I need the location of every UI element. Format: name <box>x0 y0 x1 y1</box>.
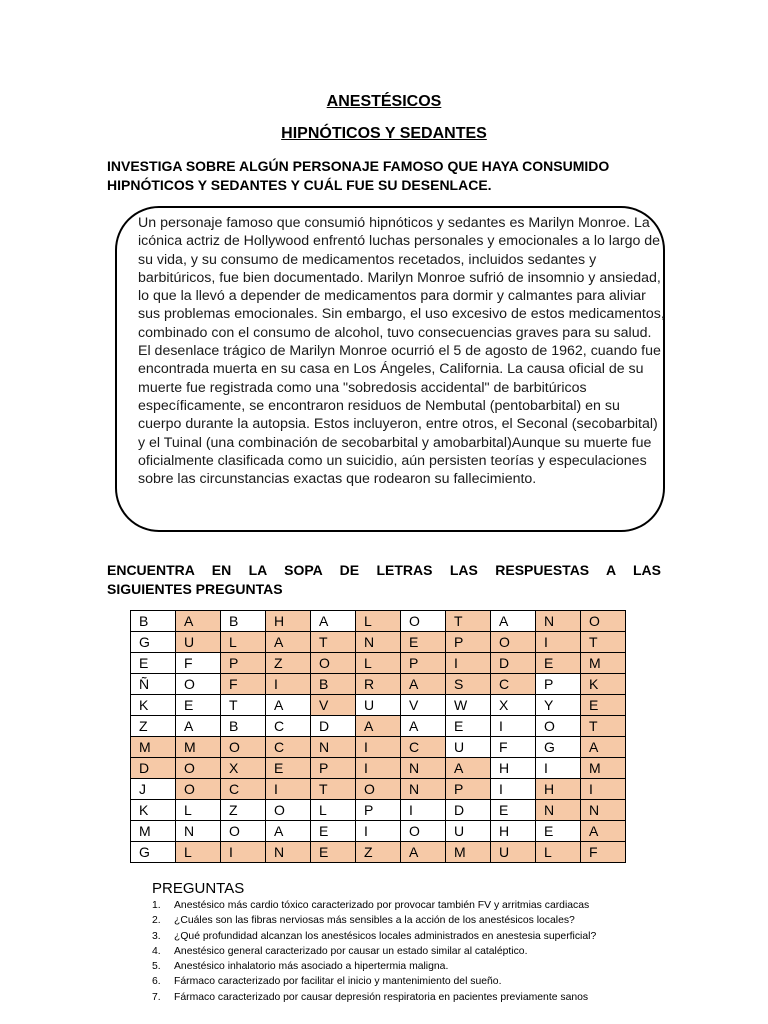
grid-cell: N <box>266 842 311 863</box>
grid-cell: C <box>221 779 266 800</box>
grid-cell: D <box>311 716 356 737</box>
question-item <box>152 898 712 913</box>
grid-cell: U <box>356 695 401 716</box>
grid-cell: M <box>176 737 221 758</box>
question-text: Fármaco caracterizado por facilitar el inicio y mantenimiento del sueño. <box>174 976 502 988</box>
grid-cell: I <box>401 800 446 821</box>
grid-cell: C <box>266 737 311 758</box>
grid-cell: T <box>446 611 491 632</box>
question-number: 1. <box>152 900 161 911</box>
grid-cell: D <box>446 800 491 821</box>
grid-cell: H <box>266 611 311 632</box>
grid-cell: A <box>401 842 446 863</box>
grid-cell: K <box>581 674 626 695</box>
grid-cell: I <box>266 674 311 695</box>
grid-cell: T <box>311 779 356 800</box>
grid-row <box>131 716 626 737</box>
grid-cell: G <box>131 632 176 653</box>
question-text: Fármaco caracterizado por causar depresión respiratoria en pacientes previamente sanos <box>174 991 589 1003</box>
grid-cell: A <box>311 611 356 632</box>
grid-cell: E <box>491 800 536 821</box>
grid-row <box>131 800 626 821</box>
grid-cell: E <box>176 695 221 716</box>
question-text: Anestésico más cardio tóxico caracterizado por provocar también FV y arritmias cardiacas <box>174 900 590 911</box>
grid-cell: U <box>176 632 221 653</box>
grid-cell: E <box>536 653 581 674</box>
grid-cell: P <box>446 779 491 800</box>
question-number: 2. <box>152 915 161 927</box>
grid-cell: I <box>536 758 581 779</box>
grid-cell: M <box>131 737 176 758</box>
grid-cell: J <box>131 779 176 800</box>
page-subtitle: HIPNÓTICOS Y SEDANTES <box>281 125 487 142</box>
grid-cell: U <box>446 737 491 758</box>
grid-cell: N <box>536 611 581 632</box>
grid-cell: K <box>131 800 176 821</box>
grid-cell: T <box>581 632 626 653</box>
grid-cell: M <box>446 842 491 863</box>
question-number: 5. <box>152 961 161 973</box>
grid-cell: O <box>176 758 221 779</box>
grid-row <box>131 674 626 695</box>
grid-row <box>131 779 626 800</box>
question-item <box>152 990 712 1005</box>
grid-cell: T <box>581 716 626 737</box>
questions-title: PREGUNTAS <box>152 880 245 897</box>
grid-cell: T <box>311 632 356 653</box>
grid-cell: O <box>221 737 266 758</box>
grid-cell: E <box>401 632 446 653</box>
grid-cell: A <box>176 611 221 632</box>
grid-row <box>131 842 626 863</box>
grid-cell: L <box>536 842 581 863</box>
grid-cell: E <box>446 716 491 737</box>
grid-cell: N <box>401 779 446 800</box>
question-number: 6. <box>152 976 161 988</box>
grid-row <box>131 611 626 632</box>
instruction-word-search <box>107 561 661 599</box>
grid-cell: A <box>491 611 536 632</box>
grid-cell: Z <box>131 716 176 737</box>
grid-cell: L <box>221 632 266 653</box>
grid-cell: N <box>311 737 356 758</box>
grid-cell: C <box>491 674 536 695</box>
grid-cell: I <box>491 716 536 737</box>
grid-cell: P <box>536 674 581 695</box>
grid-cell: O <box>536 716 581 737</box>
grid-cell: O <box>401 821 446 842</box>
grid-cell: B <box>221 611 266 632</box>
question-text: ¿Qué profundidad alcanzan los anestésicos locales administrados en anestesia superficial? <box>174 930 597 942</box>
question-text: ¿Cuáles son las fibras nerviosas más sensibles a la acción de los anestésicos locales? <box>174 915 575 927</box>
grid-cell: P <box>221 653 266 674</box>
grid-cell: A <box>581 737 626 758</box>
grid-cell: M <box>131 821 176 842</box>
grid-cell: N <box>536 800 581 821</box>
grid-cell: F <box>491 737 536 758</box>
grid-cell: P <box>401 653 446 674</box>
grid-cell: D <box>131 758 176 779</box>
grid-cell: S <box>446 674 491 695</box>
grid-cell: A <box>401 674 446 695</box>
grid-cell: L <box>311 800 356 821</box>
grid-cell: A <box>446 758 491 779</box>
grid-cell: F <box>221 674 266 695</box>
grid-row <box>131 653 626 674</box>
grid-cell: F <box>176 653 221 674</box>
grid-cell: P <box>356 800 401 821</box>
grid-cell: X <box>221 758 266 779</box>
grid-cell: O <box>176 779 221 800</box>
page-title: ANESTÉSICOS <box>326 93 442 110</box>
grid-cell: V <box>401 695 446 716</box>
grid-cell: O <box>491 632 536 653</box>
grid-cell: Y <box>536 695 581 716</box>
grid-cell: N <box>401 758 446 779</box>
grid-cell: Ñ <box>131 674 176 695</box>
grid-cell: H <box>536 779 581 800</box>
grid-cell: N <box>581 800 626 821</box>
grid-cell: O <box>176 674 221 695</box>
grid-cell: K <box>131 695 176 716</box>
grid-cell: N <box>356 632 401 653</box>
grid-cell: E <box>536 821 581 842</box>
question-item <box>152 929 712 944</box>
grid-cell: U <box>446 821 491 842</box>
grid-cell: A <box>266 821 311 842</box>
grid-cell: B <box>311 674 356 695</box>
instruction-word-search-line1: ENCUENTRA EN LA SOPA DE LETRAS LAS RESPUESTAS A LAS <box>107 562 661 578</box>
grid-cell: N <box>176 821 221 842</box>
grid-row <box>131 758 626 779</box>
grid-cell: G <box>131 842 176 863</box>
grid-cell: I <box>356 737 401 758</box>
grid-row <box>131 695 626 716</box>
question-text: Anestésico inhalatorio más asociado a hipertermia maligna. <box>174 961 449 973</box>
grid-cell: E <box>266 758 311 779</box>
grid-cell: X <box>491 695 536 716</box>
grid-cell: V <box>311 695 356 716</box>
grid-cell: M <box>581 758 626 779</box>
word-search-grid <box>130 610 626 863</box>
grid-cell: O <box>266 800 311 821</box>
instruction-research: INVESTIGA SOBRE ALGÚN PERSONAJE FAMOSO QUE HAYA CONSUMIDO HIPNÓTICOS Y SEDANTES Y CUÁL FUE SU DESENLACE. <box>107 158 610 193</box>
question-item <box>152 913 712 928</box>
grid-row <box>131 632 626 653</box>
grid-cell: A <box>581 821 626 842</box>
grid-cell: A <box>356 716 401 737</box>
question-item <box>152 959 712 974</box>
grid-cell: U <box>491 842 536 863</box>
grid-cell: M <box>581 653 626 674</box>
grid-cell: P <box>446 632 491 653</box>
grid-cell: I <box>536 632 581 653</box>
grid-cell: A <box>401 716 446 737</box>
grid-cell: P <box>311 758 356 779</box>
grid-cell: I <box>491 779 536 800</box>
grid-cell: O <box>401 611 446 632</box>
grid-cell: L <box>176 800 221 821</box>
grid-cell: B <box>221 716 266 737</box>
grid-cell: Z <box>221 800 266 821</box>
grid-cell: T <box>221 695 266 716</box>
grid-row <box>131 737 626 758</box>
grid-cell: Z <box>266 653 311 674</box>
grid-cell: B <box>131 611 176 632</box>
grid-cell: W <box>446 695 491 716</box>
question-number: 3. <box>152 930 161 942</box>
grid-cell: Z <box>356 842 401 863</box>
grid-cell: I <box>356 758 401 779</box>
grid-cell: H <box>491 758 536 779</box>
instruction-word-search-line2: SIGUIENTES PREGUNTAS <box>107 581 283 597</box>
answer-text: Un personaje famoso que consumió hipnóticos y sedantes es Marilyn Monroe. La icónica actriz de Hollywood enfrentó luchas personales y emocionales a lo largo de su vida, y su consumo de medicamentos recetados, incluidos sedantes y barbitúricos, fue bien documentado. Marilyn Monroe sufrió de insomnio y ansiedad, lo que la llevó a depender de medicamentos para dormir y calmantes para aliviar sus problemas emocionales. Sin embargo, el uso excesivo de estos medicamentos, combinado con el consumo de alcohol, tuvo consecuencias graves para su salud. El desenlace trágico de Marilyn Monroe ocurrió el 5 de agosto de 1962, cuando fue encontrada muerta en su casa en Los Ángeles, California. La causa oficial de su muerte fue registrada como una "sobredosis accidental" de barbitúricos específicamente, se encontraron residuos de Nembutal (pentobarbital) en su cuerpo durante la autopsia. Estos incluyeron, entre otros, el Seconal (secobarbital) y el Tuinal (una combinación de secobarbital y amobarbital)Aunque su muerte fue oficialmente clasificada como un suicidio, aún persisten teorías y especulaciones sobre las circunstancias exactas que rodearon su fallecimiento. <box>138 215 665 488</box>
grid-cell: O <box>221 821 266 842</box>
grid-row <box>131 821 626 842</box>
grid-cell: D <box>491 653 536 674</box>
question-number: 7. <box>152 991 161 1003</box>
grid-cell: E <box>581 695 626 716</box>
grid-cell: I <box>581 779 626 800</box>
grid-cell: I <box>446 653 491 674</box>
grid-cell: O <box>356 779 401 800</box>
question-item <box>152 944 712 959</box>
question-text: Anestésico general caracterizado por causar un estado similar al cataléptico. <box>174 945 528 957</box>
grid-cell: C <box>266 716 311 737</box>
grid-cell: O <box>311 653 356 674</box>
grid-cell: F <box>581 842 626 863</box>
grid-cell: L <box>356 653 401 674</box>
grid-cell: R <box>356 674 401 695</box>
grid-cell: I <box>266 779 311 800</box>
grid-cell: E <box>311 821 356 842</box>
grid-cell: A <box>266 695 311 716</box>
grid-cell: A <box>176 716 221 737</box>
grid-cell: A <box>266 632 311 653</box>
grid-cell: L <box>176 842 221 863</box>
grid-cell: E <box>131 653 176 674</box>
question-item <box>152 974 712 989</box>
grid-cell: I <box>221 842 266 863</box>
grid-cell: C <box>401 737 446 758</box>
grid-cell: E <box>311 842 356 863</box>
grid-cell: G <box>536 737 581 758</box>
grid-cell: O <box>581 611 626 632</box>
question-number: 4. <box>152 945 161 957</box>
grid-cell: L <box>356 611 401 632</box>
grid-cell: H <box>491 821 536 842</box>
grid-cell: I <box>356 821 401 842</box>
questions-list <box>152 898 712 1005</box>
